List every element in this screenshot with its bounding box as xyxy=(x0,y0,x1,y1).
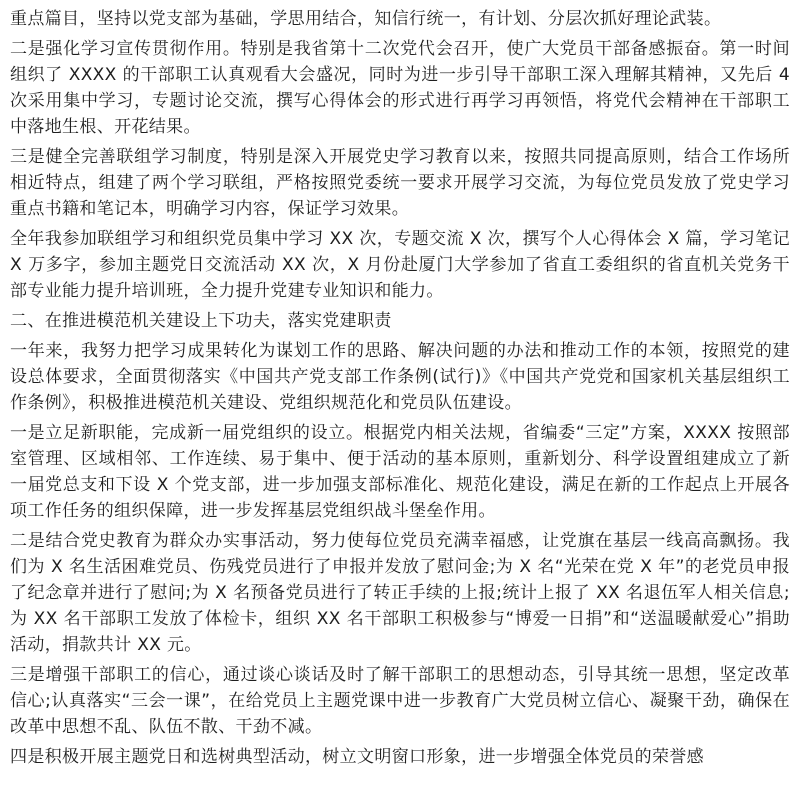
paragraph-point-1-new-organization: 一是立足新职能，完成新一届党组织的设立。根据党内相关法规，省编委“三定”方案，XXXX 按照部室管理、区域相邻、工作连续、易于集中、便于活动的基本原则，重新划分、科学设置组建成立了新一届党总支和下设 X 个党支部，进一步加强支部标准化、规范化建设，满足在新的工作起点上开展各项工作任务的组织保障，进一步发挥基层党组织战斗堡垒作用。 xyxy=(10,423,790,521)
section-heading-model-organ: 二、在推进模范机关建设上下功夫，落实党建职责 xyxy=(10,311,392,331)
paragraph-point-2-practical-deeds: 二是结合党史教育为群众办实事活动，努力使每位党员充满幸福感，让党旗在基层一线高高飘扬。我们为 X 名生活困难党员、伤残党员进行了申报并发放了慰问金;为 X 名“光荣在党 X 年”的老党员申报了纪念章并进行了慰问;为 X 名预备党员进行了转正手续的上报;统计上报了 XX 名退伍军人相关信息;为 XX 名干部职工发放了体检卡，组织 XX 名干部职工积极参与“博爱一日捐”和“送温暖献爱心”捐助活动，捐款共计 XX 元。 xyxy=(10,531,790,655)
paragraph-point-4-theme-day: 四是积极开展主题党日和选树典型活动，树立文明窗口形象，进一步增强全体党员的荣誉感 xyxy=(10,747,704,767)
paragraph-point-3-joint-study: 三是健全完善联组学习制度，特别是深入开展党史学习教育以来，按照共同提高原则，结合工作场所相近特点，组建了两个学习联组，严格按照党委统一要求开展学习交流，为每位党员发放了党史学习重点书籍和笔记本，明确学习内容，保证学习效果。 xyxy=(10,147,790,219)
paragraph-point-2-publicity: 二是强化学习宣传贯彻作用。特别是我省第十二次党代会召开，使广大党员干部备感振奋。第一时间组织了 XXXX 的干部职工认真观看大会盛况，同时为进一步引导干部职工深入理解其精神，又先后 4 次采用集中学习，专题讨论交流，撰写心得体会的形式进行再学习再领悟，将党代会精神在干部职工中落地生根、开花结果。 xyxy=(10,39,790,137)
paragraph-annual-study-summary: 全年我参加联组学习和组织党员集中学习 XX 次，专题交流 X 次，撰写个人心得体会 X 篇，学习笔记 X 万多字，参加主题党日交流活动 XX 次，X 月份赴厦门大学参加了省直工委组织的省直机关党务干部专业能力提升培训班，全力提升党建专业知识和能力。 xyxy=(10,229,790,301)
paragraph-theory-study-continuation: 重点篇目，坚持以党支部为基础，学思用结合，知信行统一，有计划、分层次抓好理论武装。 xyxy=(10,9,722,29)
paragraph-point-3-confidence: 三是增强干部职工的信心，通过谈心谈话及时了解干部职工的思想动态，引导其统一思想，坚定改革信心;认真落实“三会一课”，在给党员上主题党课中进一步教育广大党员树立信心、凝聚干劲，确保在改革中思想不乱、队伍不散、干劲不减。 xyxy=(10,665,790,737)
paragraph-section-intro: 一年来，我努力把学习成果转化为谋划工作的思路、解决问题的办法和推动工作的本领，按照党的建设总体要求，全面贯彻落实《中国共产党支部工作条例(试行)》《中国共产党党和国家机关基层组织工作条例》，积极推进模范机关建设、党组织规范化和党员队伍建设。 xyxy=(10,341,790,413)
